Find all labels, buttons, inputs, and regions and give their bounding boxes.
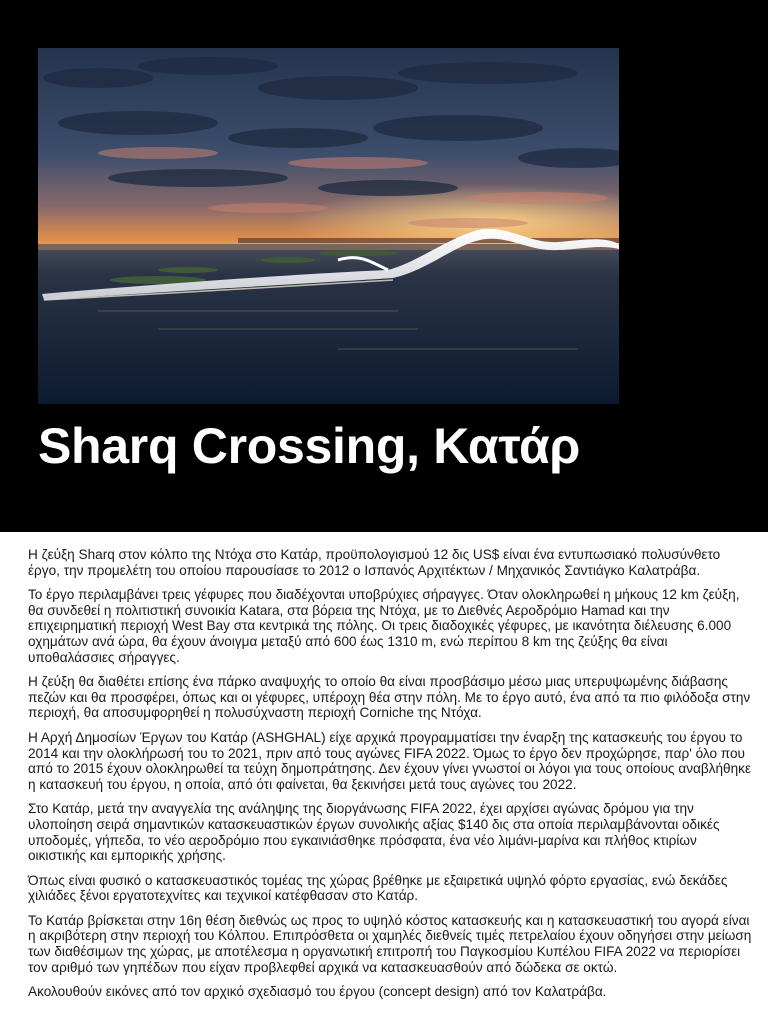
page-title: Sharq Crossing, Κατάρ bbox=[38, 418, 581, 474]
bridge-rendering-image bbox=[38, 48, 619, 404]
paragraph: Ακολουθούν εικόνες από τον αρχικό σχεδιασμό του έργου (concept design) από τον Καλατράβα. bbox=[28, 984, 607, 1000]
paragraph: Η Αρχή Δημοσίων Έργων του Κατάρ (ASHGHAL) είχε αρχικά προγραμματίσει την έναρξη της κατασκευής του έργου το 2014 και την ολοκλήρωσή του το 2021, πριν από τους αγώνες FIFA 2022. Όμως το έργο δεν προχώρησε, παρ' όλο που από το 2015 έχουν ολοκληρωθεί τα τεύχη δημοπράτησης. Δεν έχουν γίνει γνωστοί οι λόγοι για τους οποίους αναβλήθηκε η κατασκευή του έργου, η οποία, από ότι φαίνεται, θα ξεκινήσει μετά τους αγώνες του 2022. bbox=[28, 729, 752, 792]
paragraph: Όπως είναι φυσικό ο κατασκευαστικός τομέας της χώρας βρέθηκε με εξαιρετικά υψηλό φόρτο εργασίας, ενώ δεκάδες χιλιάδες ξένοι εργατοτεχνίτες και τεχνικοί κατέφθασαν στο Κατάρ. bbox=[28, 872, 728, 904]
paragraph: Το Κατάρ βρίσκεται στην 16η θέση διεθνώς ως προς το υψηλό κόστος κατασκευής και η κατασκευαστική του αγορά είναι η ακριβότερη στην περιοχή του Κόλπου. Επιπρόσθετα οι χαμηλές διεθνείς τιμές πετρελαίου έχουν οδηγήσει στην μείωση των διαθέσιμων της χώρας, με αποτέλεσμα η οργανωτική επιτροπή του Παγκοσμίου Κυπέλου FIFA 2022 να περιορίσει τον αριθμό των γηπέδων που είχαν προβλεφθεί αρχικά να κατασκευασθούν από δώδεκα σε οκτώ. bbox=[28, 912, 752, 975]
sunset-bridge-illustration bbox=[38, 48, 619, 404]
article-body bbox=[28, 547, 752, 1009]
paragraph: Η ζεύξη Sharq στον κόλπο της Ντόχα στο Κατάρ, προϋπολογισμού 12 δις US$ είναι ένα εντυπωσιακό πολυσύνθετο έργο, την προμελέτη του οποίου παρουσίασε το 2012 ο Ισπανός Αρχιτέκτων / Μηχανικός Σαντιάγκο Καλατράβα. bbox=[28, 547, 721, 578]
paragraph: Η ζεύξη θα διαθέτει επίσης ένα πάρκο αναψυχής το οποίο θα είναι προσβάσιμο μέσω μιας υπερυψωμένης διάβασης πεζών και θα προσφέρει, όπως και οι γέφυρες, υπέροχη θέα στην πόλη. Με το έργο αυτό, ένα από τα πιο φιλόδοξα στην περιοχή, θα αποσυμφορηθεί η πολυσύχναστη περιοχή Corniche της Ντόχα. bbox=[28, 674, 751, 721]
paragraph: Το έργο περιλαμβάνει τρεις γέφυρες που διαδέχονται υποβρύχιες σήραγγες. Όταν ολοκληρωθεί η μήκους 12 km ζεύξη, θα συνδεθεί η πολιτιστική συνοικία Katara, στα βόρεια της Ντόχα, με το Διεθνές Αεροδρόμιο Hamad και την επιχειρηματική περιοχή West Bay στα κεντρικά της πόλης. Οι τρεις διαδοχικές γέφυρες, με ικανότητα διέλευσης 6.000 οχημάτων ανά ώρα, θα έχουν άνοιγμα μεταξύ από 600 έως 1310 m, ενώ περίπου 8 km της ζεύξης θα είναι υποθαλάσσιες σήραγγες. bbox=[28, 587, 740, 665]
paragraph: Στο Κατάρ, μετά την αναγγελία της ανάληψης της διοργάνωσης FIFA 2022, έχει αρχίσει αγώνας δρόμου για την υλοποίηση σειρά σημαντικών κατασκευαστικών έργων συνολικής αξίας $140 δις στα οποία περιλαμβάνονται οδικές υποδομές, γήπεδα, το νέο αεροδρόμιο που εγκαινιάσθηκε πρόσφατα, ένα νέο λιμάνι-μαρίνα και πλήθος κτιρίων οικιστικής και εμπορικής χρήσης. bbox=[28, 801, 720, 864]
